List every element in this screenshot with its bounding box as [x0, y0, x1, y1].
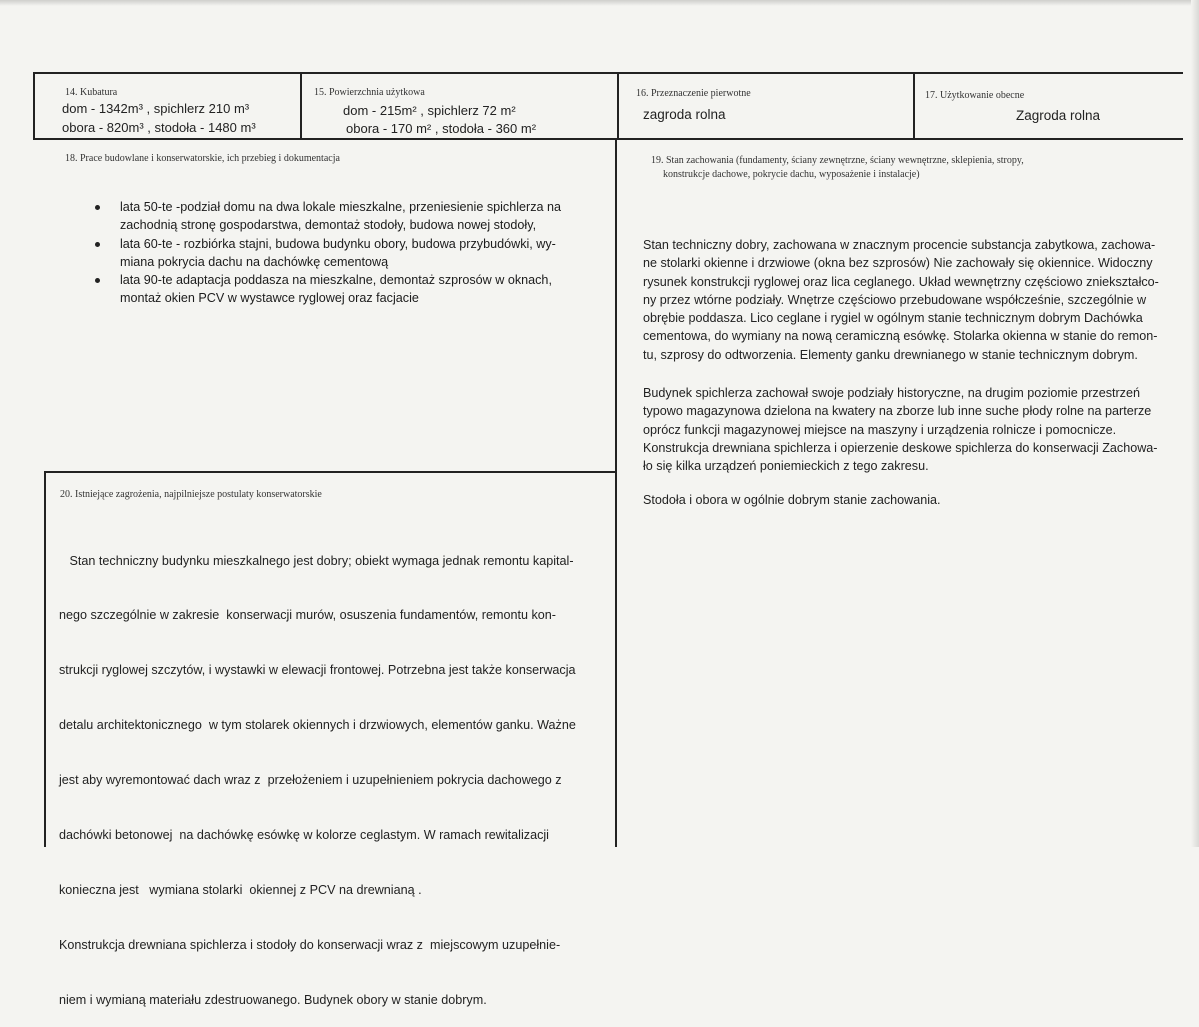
przeznaczenie-value: zagroda rolna [643, 107, 726, 122]
zagrozenia-paragraph [59, 515, 609, 1027]
left-border-line [33, 72, 35, 140]
main-vertical-divider [615, 138, 617, 847]
divider-14-15 [300, 72, 302, 140]
text-line: Stodoła i obora w ogólnie dobrym stanie zachowania. [643, 493, 941, 507]
powierzchnia-label: 15. Powierzchnia użytkowa [314, 87, 425, 98]
kubatura-label: 14. Kubatura [65, 87, 118, 98]
page-edge-right [1191, 0, 1199, 847]
stan-paragraph-1 [643, 236, 1183, 364]
divider-15-16 [617, 72, 619, 140]
text-line: cementowa, do wymiany na nową ceramiczną esówkę. Stolarka okienna w stanie do remon- [643, 329, 1158, 344]
prace-label: 18. Prace budowlane i konserwatorskie, ich przebieg i dokumentacja [65, 153, 340, 164]
text-line: ny przez wtórne podziały. Wnętrze częściowo przebudowane współcześnie, szczególnie w [643, 292, 1147, 307]
powierzchnia-line-2: obora - 170 m² , stodoła - 360 m² [346, 121, 537, 136]
list-item [95, 235, 595, 272]
header-bottom-line [33, 138, 1183, 140]
zagrozenia-label: 20. Istniejące zagrożenia, najpilniejsze postulaty konserwatorskie [60, 489, 322, 500]
list-item [95, 271, 595, 308]
stan-label-line-1: 19. Stan zachowania (fundamenty, ściany zewnętrzne, ściany wewnętrzne, sklepienia, stropy, [651, 155, 1024, 166]
list-item-line: lata 90-te adaptacja poddasza na mieszkalne, demontaż szprosów w oknach, [120, 273, 552, 288]
text-line: nego szczególnie w zakresie konserwacji murów, osuszenia fundamentów, remontu kon- [59, 608, 557, 623]
bullet-icon [95, 278, 100, 283]
divider-16-17 [913, 72, 915, 140]
text-line: jest aby wyremontować dach wraz z przełożeniem i uzupełnieniem pokrycia dachowego z [59, 773, 562, 788]
list-item-line: lata 60-te - rozbiórka stajni, budowa budynku obory, budowa przybudówki, wy- [120, 236, 556, 251]
text-line: detalu architektonicznego w tym stolarek okiennych i drzwiowych, elementów ganku. Ważne [59, 718, 576, 733]
bullet-icon [95, 242, 100, 247]
text-line: oprócz funkcji magazynowej miejsce na maszyny i urządzenia rolnicze i pomocnicze. [643, 422, 1117, 437]
text-line: Konstrukcja drewniana spichlerza i opierzenie deskowe spichlerza do konserwacji Zachowa- [643, 440, 1158, 455]
kubatura-line-1: dom - 1342m³ , spichlerz 210 m³ [62, 101, 250, 116]
przeznaczenie-label: 16. Przeznaczenie pierwotne [636, 88, 751, 99]
list-item-line: zachodnią stronę gospodarstwa, demontaż stodoły, budowa nowej stodoły, [120, 218, 537, 233]
text-line: dachówki betonowej na dachówkę esówkę w kolorze ceglastym. W ramach rewitalizacji [59, 828, 549, 843]
list-item [95, 198, 595, 235]
list-item-line: miana pokrycia dachu na dachówkę cementową [120, 254, 389, 269]
kubatura-line-2: obora - 820m³ , stodoła - 1480 m³ [62, 120, 256, 135]
top-border-line [33, 72, 1183, 74]
list-item-line: lata 50-te -podział domu na dwa lokale mieszkalne, przeniesienie spichlerza na [120, 200, 562, 214]
text-line: Stan techniczny dobry, zachowana w znacznym procencie substancja zabytkowa, zachowa- [643, 238, 1156, 252]
stan-paragraph-2 [643, 384, 1183, 475]
text-line: obrębie poddasza. Lico ceglane i rygiel w ogólnym stanie technicznym dobrym Dachówka [643, 311, 1143, 326]
text-line: tu, szprosy do odtworzenia. Elementy ganku drewnianego w stanie technicznym dobrym. [643, 347, 1138, 362]
stan-paragraph-3 [643, 491, 1183, 509]
text-line: Stan techniczny budynku mieszkalnego jest dobry; obiekt wymaga jednak remontu kapital- [59, 553, 574, 568]
uzytkowanie-label: 17. Użytkowanie obecne [925, 90, 1025, 101]
text-line: Budynek spichlerza zachował swoje podziały historyczne, na drugim poziomie przestrzeń [643, 386, 1140, 400]
list-item-line: montaż okien PCV w wystawce ryglowej oraz facjacie [120, 291, 419, 306]
text-line: ne stolarki okienne i drzwiowe (okna bez szprosów) Nie zachowały się okiennice. Widoczny [643, 256, 1153, 271]
text-line: rysunek konstrukcji ryglowej oraz lica ceglanego. Układ wewnętrzny częściowo zniekształco- [643, 274, 1159, 289]
text-line: Konstrukcja drewniana spichlerza i stodoły do konserwacji wraz z miejscowym uzupełnie- [59, 937, 561, 952]
powierzchnia-line-1: dom - 215m² , spichlerz 72 m² [343, 103, 516, 118]
stan-label-line-2: konstrukcje dachowe, pokrycie dachu, wyposażenie i instalacje) [663, 169, 920, 180]
prace-list [95, 198, 595, 308]
text-line: ło się kilka urządzeń poniemieckich z tego zakresu. [643, 459, 929, 474]
bullet-icon [95, 205, 100, 210]
uzytkowanie-value: Zagroda rolna [1016, 108, 1101, 123]
section-20-left-line [44, 471, 46, 847]
page-edge-shadow [0, 0, 1199, 6]
section-20-top-line [44, 471, 616, 473]
text-line: typowo magazynowa dzielona na kwatery na zborze lub inne suche płody rolne na parterze [643, 404, 1152, 419]
text-line: konieczna jest wymiana stolarki okiennej z PCV na drewnianą . [59, 882, 422, 897]
text-line: niem i wymianą materiału zdestruowanego. Budynek obory w stanie dobrym. [59, 992, 487, 1007]
text-line: strukcji ryglowej szczytów, i wystawki w elewacji frontowej. Potrzebna jest także konserwacja [59, 663, 576, 678]
